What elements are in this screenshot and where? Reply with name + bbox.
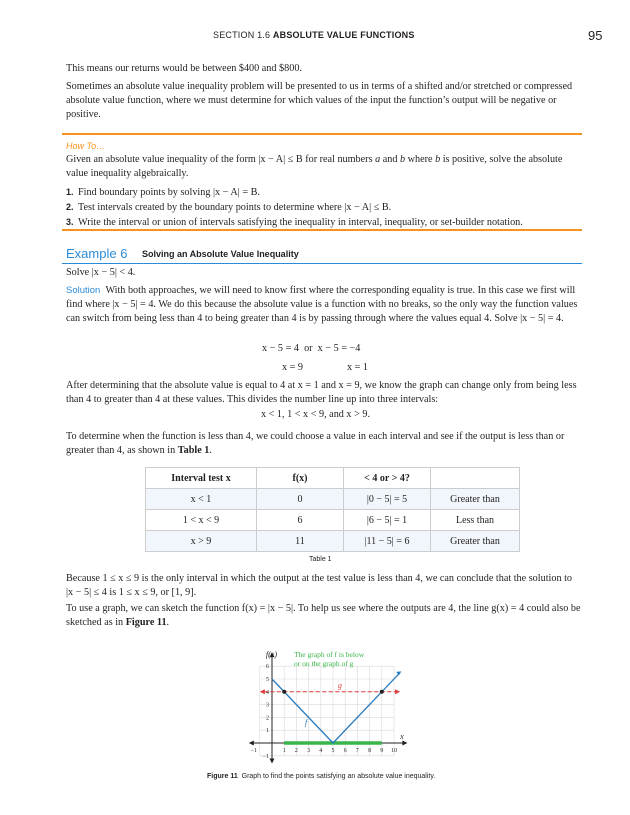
ticks (251, 664, 397, 760)
x-tick-label: 10 (391, 748, 397, 754)
x-tick-label: 8 (368, 748, 372, 754)
example-rule (62, 263, 582, 264)
test-interval-table (145, 467, 520, 552)
equation-solution-right: x = 1 (347, 362, 369, 373)
table-header: f(x) (257, 468, 344, 489)
table-row: x < 1 0 |0 − 5| = 5 Greater than (146, 489, 520, 510)
y-tick-label: −1 (262, 753, 269, 760)
example-title: Solving an Absolute Value Inequality (142, 249, 299, 259)
running-header (213, 30, 415, 40)
intro-line: This means our returns would be between $400 and $800. (66, 63, 302, 74)
equation-solution-left: x = 9 (282, 362, 304, 373)
axes (249, 652, 408, 763)
x-tick-label: 5 (331, 748, 335, 754)
y-tick-label: 2 (266, 715, 269, 722)
intersection-point (282, 690, 286, 694)
annotation-line-2: or on the graph of g (293, 659, 354, 669)
g-arrow-right (395, 689, 400, 694)
how-to-step: 1. Find boundary points by solving |x − A| = B. (66, 187, 260, 198)
x-tick-label: 6 (343, 748, 347, 754)
graph-intro-paragraph: To use a graph, we can sketch the function f(x) = |x − 5|. To help us see where the outputs are 4, the line g(x) = 4 could also be sketched as in Figure 11. (66, 603, 581, 628)
figure-caption: Figure 11 Graph to find the points satisfying an absolute value inequality. (207, 773, 436, 780)
figure-11-graph (225, 632, 425, 772)
x-tick-label: 7 (355, 748, 359, 754)
table-intro: To determine when the function is less than 4, we could choose a value in each interval and see if the output is less than or greater than 4, as shown in Table 1. (66, 431, 565, 456)
page-number: 95 (588, 28, 603, 43)
how-to-title: How To… (66, 141, 106, 151)
table-header: Interval test x (146, 468, 257, 489)
table-header: < 4 or > 4? (344, 468, 431, 489)
x-tick-label: 9 (380, 748, 384, 754)
example-solution: Solution With both approaches, we will need to know first where the corresponding equality is true. In this case we first will find where |x − 5| = 4. We do this because the absolute value is a function with no breaks, so the only way the function values can switch from being less than 4 to being greater than 4 is by passing through where the values equal 4. Solve |x − 5| = 4. (66, 285, 578, 324)
example-header (62, 246, 582, 262)
example-label: Example 6 (66, 246, 128, 261)
intervals-line: x < 1, 1 < x < 9, and x > 9. (261, 409, 371, 420)
marks (260, 671, 402, 743)
g-label: g (337, 680, 342, 690)
equation-line-1: x − 5 = 4 or x − 5 = −4 (262, 343, 361, 354)
x-tick-label: 4 (319, 748, 323, 754)
x-tick-label: 3 (307, 748, 311, 754)
x-tick-label: 2 (294, 748, 298, 754)
y-tick-label: 4 (266, 689, 269, 696)
f-series-line (272, 673, 400, 743)
section-title: ABSOLUTE VALUE FUNCTIONS (272, 30, 415, 40)
after-paragraph: After determining that the absolute value is equal to 4 at x = 1 and x = 9, we know the graph can change only from being less than 4 to greater than 4 at these values. This divides the number line up into three intervals: (66, 380, 577, 405)
intro-paragraph: Sometimes an absolute value inequality problem will be presented to us in terms of a shifted and/or stretched or compressed absolute value function, where we must determine for which values of the input the function’s output will be negative or positive. (66, 81, 573, 120)
y-tick-label: 3 (266, 702, 269, 709)
table-row: 1 < x < 9 6 |6 − 5| = 1 Less than (146, 510, 520, 531)
example-problem: Solve |x − 5| < 4. (66, 267, 136, 278)
y-axis-label: f(x) (265, 650, 278, 660)
y-tick-label: 5 (266, 677, 269, 683)
x-tick-label: −1 (250, 748, 257, 754)
x-axis-label: x (400, 732, 404, 741)
how-to-step: 2. Test intervals created by the boundary points to determine where |x − A| ≤ B. (66, 202, 392, 213)
table-header (431, 468, 520, 489)
x-tick-label: 1 (282, 748, 286, 754)
g-arrow-left (260, 689, 265, 694)
solution-label: Solution (66, 285, 101, 296)
annotation-line-1: The graph of f is below (293, 650, 365, 660)
how-to-top-rule (62, 133, 582, 135)
x-axis-arrow-left (249, 741, 254, 746)
table-row: x > 9 11 |11 − 5| = 6 Greater than (146, 531, 520, 552)
how-to-box (62, 133, 582, 231)
f-label: f (304, 718, 308, 728)
how-to-steps (66, 185, 581, 230)
intersection-point (380, 690, 384, 694)
f-arrow-right (396, 671, 401, 675)
conclusion-paragraph: Because 1 ≤ x ≤ 9 is the only interval in which the output at the test value is less than 4, we can conclude that the solution to |x − 5| ≤ 4 is 1 ≤ x ≤ 9, or [1, 9]. (66, 573, 573, 598)
how-to-step: 3. Write the interval or union of intervals satisfying the inequality in interval, inequality, or set-builder notation. (66, 217, 523, 228)
section-label: SECTION 1.6 (213, 30, 271, 40)
y-axis-arrow-down (270, 758, 275, 763)
how-to-bottom-rule (62, 229, 582, 231)
y-tick-label: 1 (266, 728, 269, 735)
how-to-prompt: Given an absolute value inequality of the form |x − A| ≤ B for real numbers a and b where b is positive, solve the absolute value inequality algebraically. (66, 154, 563, 179)
x-axis-arrow-right (402, 741, 407, 746)
y-tick-label: 6 (266, 664, 269, 671)
table-caption: Table 1 (309, 556, 332, 563)
